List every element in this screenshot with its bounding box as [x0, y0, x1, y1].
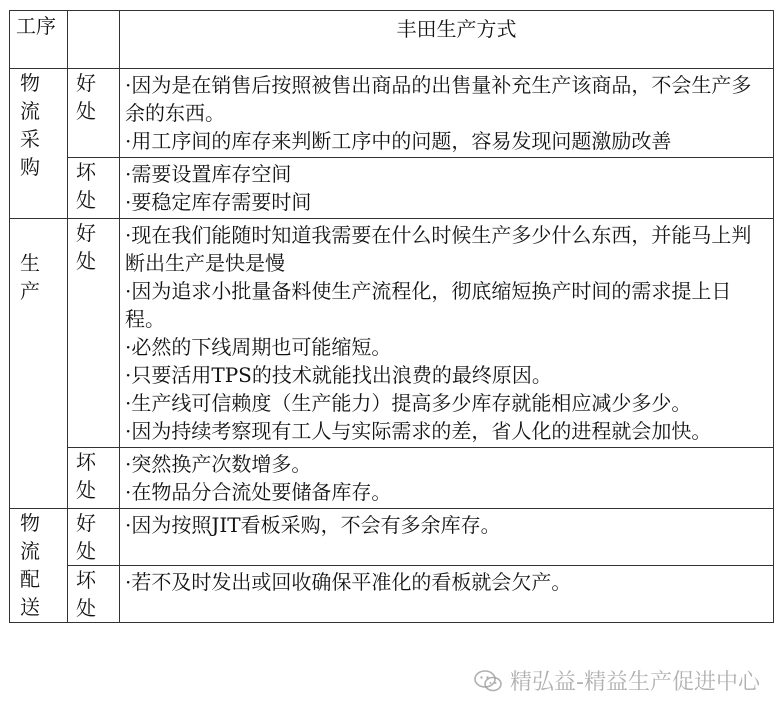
kind-label: 好处 — [76, 71, 96, 123]
kind-cell — [68, 219, 120, 448]
section-name: 物流采购 — [20, 71, 40, 179]
list-item: ·用工序间的库存来判断工序中的问题，容易发现问题激励改善 — [125, 129, 672, 153]
kind-label: 坏处 — [76, 568, 96, 620]
list-item: ·因为是在销售后按照被售出商品的出售量补充生产该商品，不会生产多余的东西。 — [125, 73, 752, 125]
header-row — [10, 11, 774, 69]
section-name: 生产 — [20, 251, 40, 303]
content-cell — [120, 509, 774, 566]
watermark — [474, 665, 760, 696]
kind-cell — [68, 566, 120, 623]
list-item: ·要稳定库存需要时间 — [125, 190, 312, 214]
section-name-cell — [10, 219, 68, 509]
section-delivery-bad-row — [10, 566, 774, 623]
header-stage-label: 工序 — [16, 14, 56, 38]
kind-label: 好处 — [76, 511, 96, 563]
list-item: ·突然换产次数增多。 — [125, 452, 312, 476]
section-procurement-good-row — [10, 69, 774, 158]
content-cell — [120, 158, 774, 219]
section-procurement-bad-row — [10, 158, 774, 219]
content-cell — [120, 219, 774, 448]
section-name-cell — [10, 69, 68, 219]
table-title: 丰田生产方式 — [396, 17, 517, 41]
content-cell — [120, 448, 774, 509]
content-cell — [120, 69, 774, 158]
list-item: ·生产线可信赖度（生产能力）提高多少库存就能相应减少多少。 — [125, 391, 692, 415]
section-delivery-good-row — [10, 509, 774, 566]
list-item: ·因为按照JIT看板采购，不会有多余库存。 — [125, 513, 501, 537]
watermark-text: 精弘益-精益生产促进中心 — [510, 670, 760, 695]
header-title-cell — [120, 11, 774, 69]
kind-label: 坏处 — [76, 160, 96, 212]
tps-table — [9, 10, 774, 623]
kind-cell — [68, 509, 120, 566]
kind-cell — [68, 158, 120, 219]
header-stage-cell — [10, 11, 68, 69]
header-empty-cell — [68, 11, 120, 69]
kind-label: 好处 — [76, 221, 96, 273]
section-name: 物流配送 — [20, 511, 40, 619]
list-item: ·必然的下线周期也可能缩短。 — [125, 335, 392, 359]
kind-cell — [68, 69, 120, 158]
list-item: ·现在我们能随时知道我需要在什么时候生产多少什么东西，并能马上判断出生产是快是慢 — [125, 223, 752, 275]
kind-cell — [68, 448, 120, 509]
list-item: ·只要活用TPS的技术就能找出浪费的最终原因。 — [125, 363, 552, 387]
section-production-bad-row — [10, 448, 774, 509]
section-name-cell — [10, 509, 68, 623]
kind-label: 坏处 — [76, 450, 96, 502]
list-item: ·若不及时发出或回收确保平准化的看板就会欠产。 — [125, 570, 572, 594]
list-item: ·在物品分合流处要储备库存。 — [125, 480, 392, 504]
content-cell — [120, 566, 774, 623]
list-item: ·因为持续考察现有工人与实际需求的差，省人化的进程就会加快。 — [125, 419, 712, 443]
section-production-good-row — [10, 219, 774, 448]
list-item: ·需要设置库存空间 — [125, 162, 292, 186]
list-item: ·因为追求小批量备料使生产流程化，彻底缩短换产时间的需求提上日程。 — [125, 279, 732, 331]
wechat-icon — [474, 669, 502, 693]
